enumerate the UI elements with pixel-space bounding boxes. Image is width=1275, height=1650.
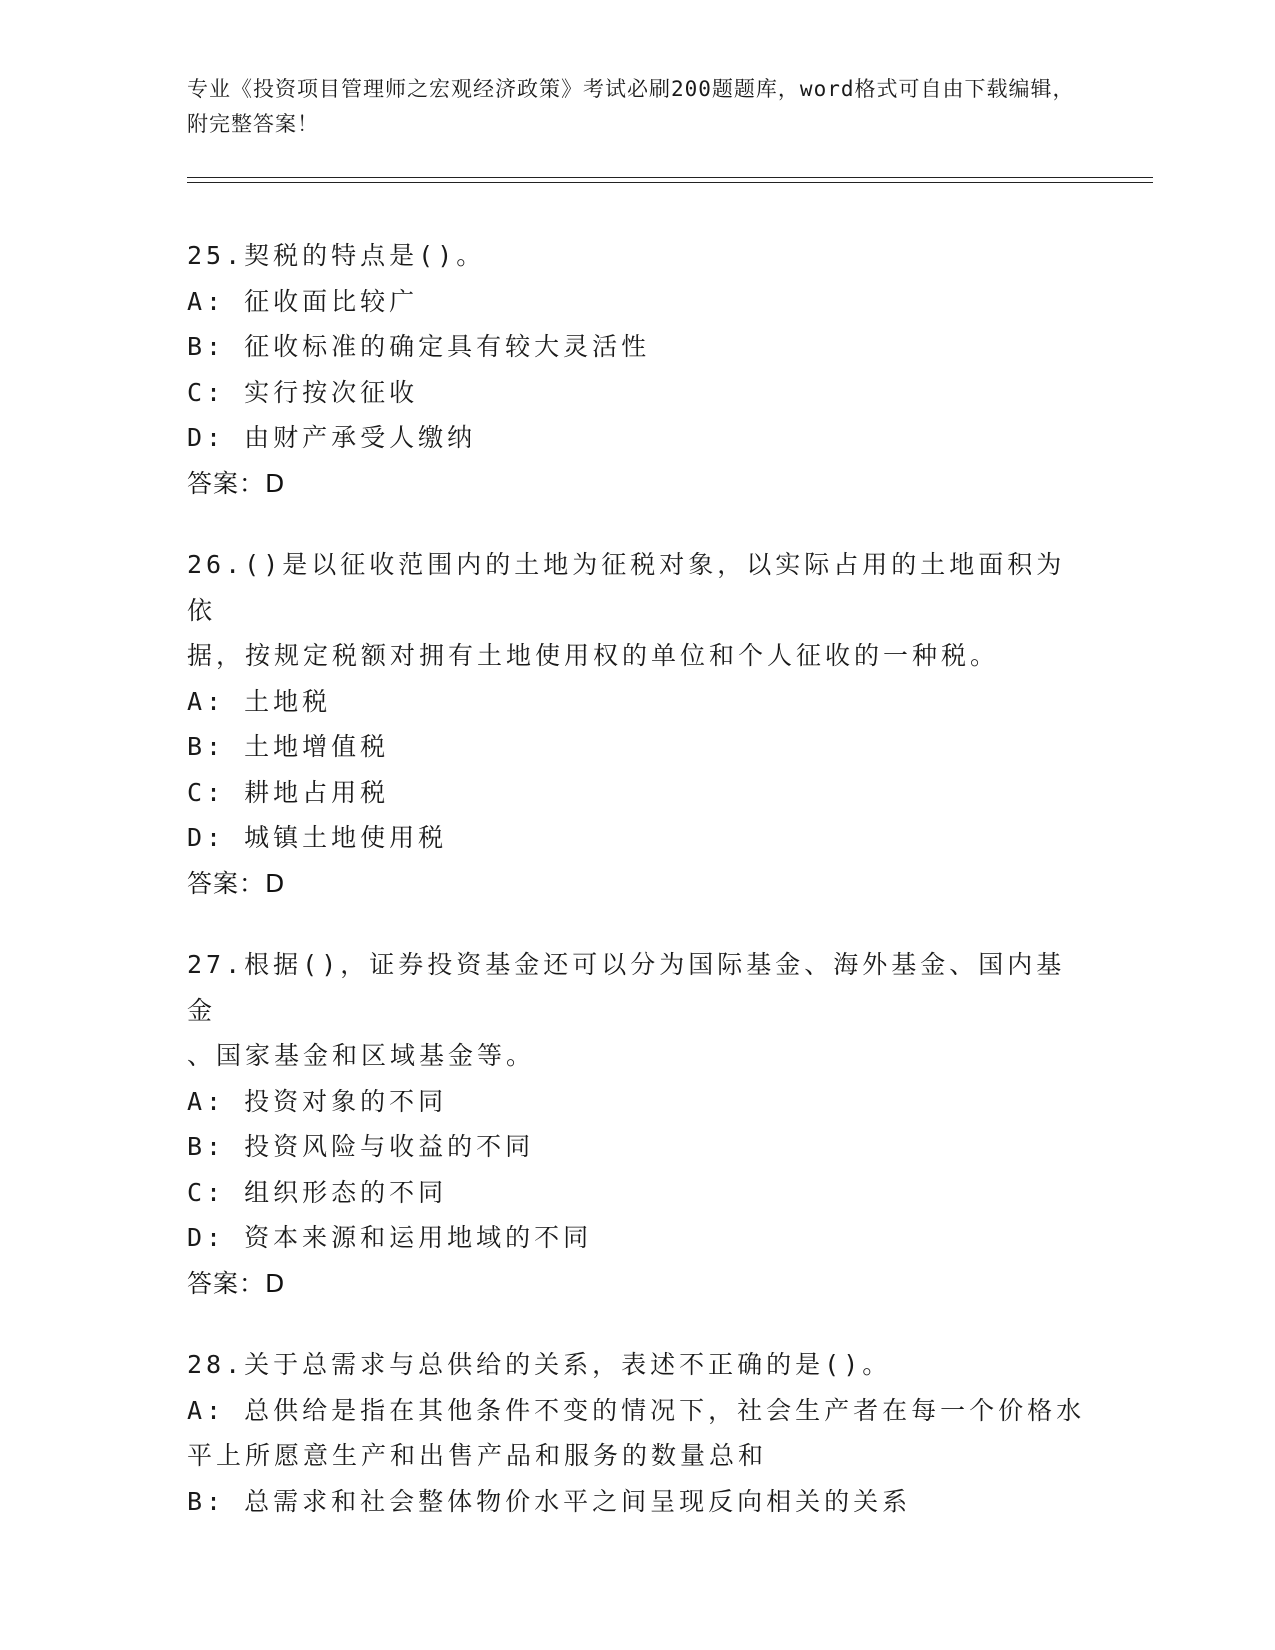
- option-d: D: 城镇土地使用税: [187, 823, 448, 852]
- answer-label: 答案：D: [187, 1268, 286, 1298]
- question-27: [187, 942, 1087, 1306]
- option-a-line-2: 平上所愿意生产和出售产品和服务的数量总和: [187, 1441, 768, 1470]
- option-a: A: 土地税: [187, 686, 332, 716]
- document-header: [187, 72, 1087, 142]
- option-d: D: 资本来源和运用地域的不同: [187, 1223, 593, 1252]
- answer-label: 答案：D: [187, 868, 286, 898]
- option-b: B: 总需求和社会整体物价水平之间呈现反向相关的关系: [187, 1486, 912, 1516]
- header-rule-top: [187, 177, 1153, 178]
- option-a: A: 征收面比较广: [187, 286, 419, 316]
- question-26: [187, 542, 1087, 906]
- question-25: [187, 233, 1087, 506]
- option-b: B: 土地增值税: [187, 732, 390, 761]
- header-rule-bottom: [187, 182, 1153, 183]
- question-stem: 25.契税的特点是()。: [187, 241, 486, 270]
- question-stem-line-1: 26.()是以征收范围内的土地为征税对象，以实际占用的土地面积为依: [187, 550, 1066, 625]
- option-a-line-1: A: 总供给是指在其他条件不变的情况下，社会生产者在每一个价格水: [187, 1395, 1086, 1425]
- option-d: D: 由财产承受人缴纳: [187, 423, 477, 452]
- question-stem: 28.关于总需求与总供给的关系，表述不正确的是()。: [187, 1350, 892, 1379]
- answer-label: 答案：D: [187, 468, 286, 498]
- option-b: B: 投资风险与收益的不同: [187, 1132, 535, 1161]
- option-b: B: 征收标准的确定具有较大灵活性: [187, 332, 651, 361]
- question-28: [187, 1342, 1087, 1524]
- question-stem-line-1: 27.根据()，证券投资基金还可以分为国际基金、海外基金、国内基金: [187, 950, 1066, 1025]
- option-c: C: 组织形态的不同: [187, 1177, 448, 1207]
- question-list: [187, 233, 1087, 1560]
- option-c: C: 实行按次征收: [187, 377, 419, 407]
- header-intro-text: 专业《投资项目管理师之宏观经济政策》考试必刷200题题库，word格式可自由下载编辑，附完整答案！: [187, 77, 1075, 136]
- option-a: A: 投资对象的不同: [187, 1086, 448, 1116]
- question-stem-line-2: 、国家基金和区域基金等。: [187, 1041, 536, 1070]
- question-stem-line-2: 据，按规定税额对拥有土地使用权的单位和个人征收的一种税。: [187, 641, 1000, 670]
- option-c: C: 耕地占用税: [187, 777, 390, 807]
